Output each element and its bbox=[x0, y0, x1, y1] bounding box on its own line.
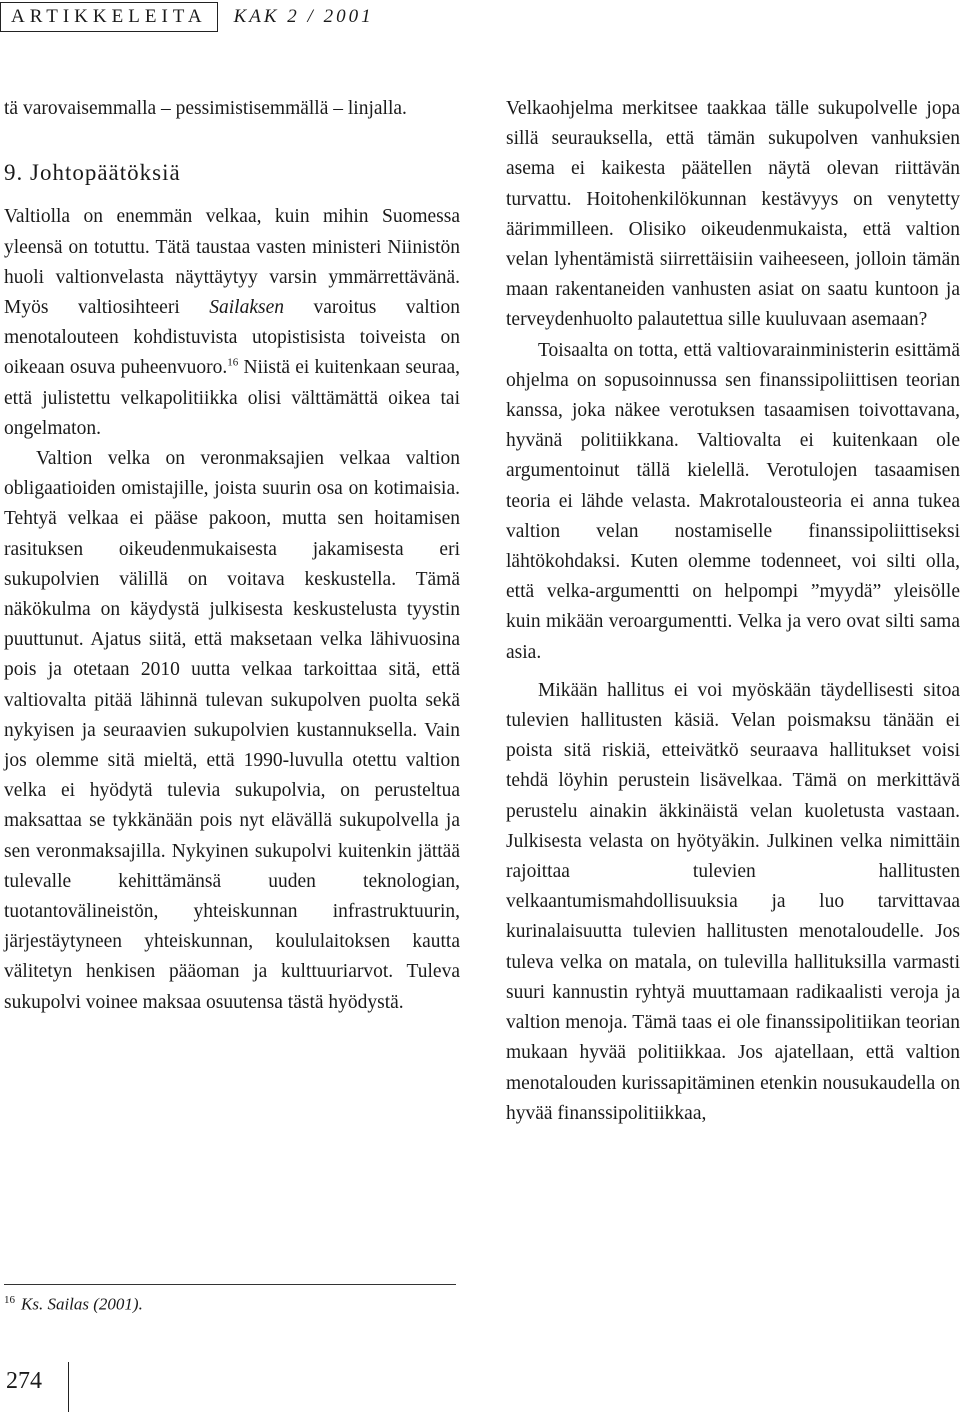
issue-label: KAK 2 / 2001 bbox=[233, 6, 374, 27]
right-paragraph-2: Toisaalta on totta, että valtiovarainministerin esittämä ohjelma on sopusoinnussa sen finanssipoliittisen teorian kanssa, joka näkee verotuksen tasaamisen toivottavana, hyvänä politiikkana. Valtiovalta ei kuitenkaan ole argumentoinut tällä kielellä. Verotulojen tasaamisen teoria ei lähde velasta. Makrotalousteoria ei anna tukea valtion velan nostamiselle finanssipoliittiseksi lähtökohdaksi. Kuten olemme todenneet, voi silti olla, että velka-argumentti on helpompi ”myydä” yleisölle kuin mikään veroargumentti. Velka ja vero ovat silti sama asia. bbox=[506, 339, 960, 663]
intro-paragraph: tä varovaisemmalla – pessimistisemmällä – linjalla. bbox=[4, 98, 407, 119]
left-column bbox=[4, 94, 460, 1018]
section-heading: 9. Johtopäätöksiä bbox=[4, 160, 181, 186]
author-name: Sailaksen bbox=[209, 297, 284, 319]
running-header bbox=[0, 2, 390, 32]
page-number-divider bbox=[68, 1362, 69, 1412]
footnote-reference[interactable]: 16 bbox=[227, 356, 239, 369]
right-paragraph-1: Velkaohjelma merkitsee taakkaa tälle sukupolvelle jopa sillä seurauksella, että tämän sukupolven vanhuksien asema ei kaikesta päätellen näytä olevan riittävän turvattu. Hoitohenkilökunnan kestävyys on venytetty äärimmilleen. Olisiko oikeudenmukaista, että valtion velan lyhentämistä siirrettäisiin vaiheeseen, jolloin tämän maan rakentaneiden vanhusten asiat on saatu kuntoon ja terveydenhuolto palautettua sille kuuluvaan asemaan? bbox=[506, 98, 960, 331]
right-column bbox=[506, 94, 960, 1129]
footnote bbox=[4, 1294, 143, 1315]
footnote-text: Ks. Sailas (2001). bbox=[21, 1294, 143, 1314]
footnote-number: 16 bbox=[4, 1294, 15, 1306]
paragraph-1-text-c: Niistä ei kuitenkaan seuraa, että julistettu velkapolitiikka olisi välttämättä oikea tai ongelmaton. bbox=[4, 357, 460, 439]
paragraph-1 bbox=[4, 202, 460, 444]
section-label: ARTIKKELEITA bbox=[0, 2, 218, 32]
paragraph-1-text-a: Valtiolla on enemmän velkaa, kuin mihin Suomessa yleensä on totuttu. Tätä taustaa vasten ministeri Niinistön huoli valtionvelasta näyttäytyy varsin ymmärrettävänä. Myös valtiosihteeri bbox=[4, 206, 460, 319]
paragraph-1-text-b: varoitus valtion menotalouteen kohdistuvista utopistisista toiveista on oikeaan osuva puheenvuoro. bbox=[4, 297, 461, 379]
footnote-divider bbox=[4, 1284, 456, 1285]
paragraph-2: Valtion velka on veronmaksajien velkaa valtion obligaatioiden omistajille, joista suurin osa on kotimaisia. Tehtyä velkaa ei pääse pakoon, mutta sen hoitamisen rasituksen oikeudenmukaisesta jakamisesta eri sukupolvien välillä on voitava keskustella. Tämä näkökulma on käydystä julkisesta keskustelusta tyystin puuttunut. Ajatus siitä, että maksetaan velka lähivuosina pois ja otetaan 2010 uutta velkaa tarkoittaa sitä, että valtiovalta pitää lähinnä tulevan sukupolven puolta sekä nykyisen ja seuraavien sukupolvien kustannuksella. Vain jos olemme sitä mieltä, että 1990-luvulla otettu valtion velka ei hyödytä tulevia sukupolvia, on perusteltua maksattaa se tykkänään pois nyt elävällä sukupolvella ja sen veronmaksajilla. Nykyinen sukupolvi kuitenkin jättää tulevalle kehittämänsä uuden teknologian, tuotantovälineistön, yhteiskunnan infrastruktuurin, järjestäytyneen yhteiskunnan, koululaitoksen kautta välitetyn henkisen pääoman ja kulttuuriarvot. Tuleva sukupolvi voinee maksaa osuutensa tästä hyödystä. bbox=[4, 448, 460, 1013]
page-number: 274 bbox=[6, 1368, 42, 1394]
right-paragraph-3: Mikään hallitus ei voi myöskään täydellisesti sitoa tulevien hallitusten käsiä. Velan poismaksu tänään ei poista sitä riskiä, etteivätkö seuraava hallitukset voisi tehdä löyhin perustein lisävelkaa. Tämä on merkittävä perustelu ainakin äkkinäistä velan kuoletusta vastaan. Julkisesta velasta on hyötyäkin. Julkinen velka nimittäin rajoittaa tulevien hallitusten velkaantumismahdollisuuksia ja luo tarvittavaa kurinalaisuutta tulevien hallitusten menotaloudelle. Jos tuleva velka on matala, on tulevilla hallituksilla varmasti suuri kannustin ryhtyä muuttamaan radikaalisti veroja ja valtion menoja. Tämä taas ei ole finanssipolitiikan teorian mukaan hyvää politiikkaa. Jos ajatellaan, että valtion menotalouden kurissapitäminen etenkin nousukaudella on hyvää finanssipolitiikkaa, bbox=[506, 679, 960, 1124]
